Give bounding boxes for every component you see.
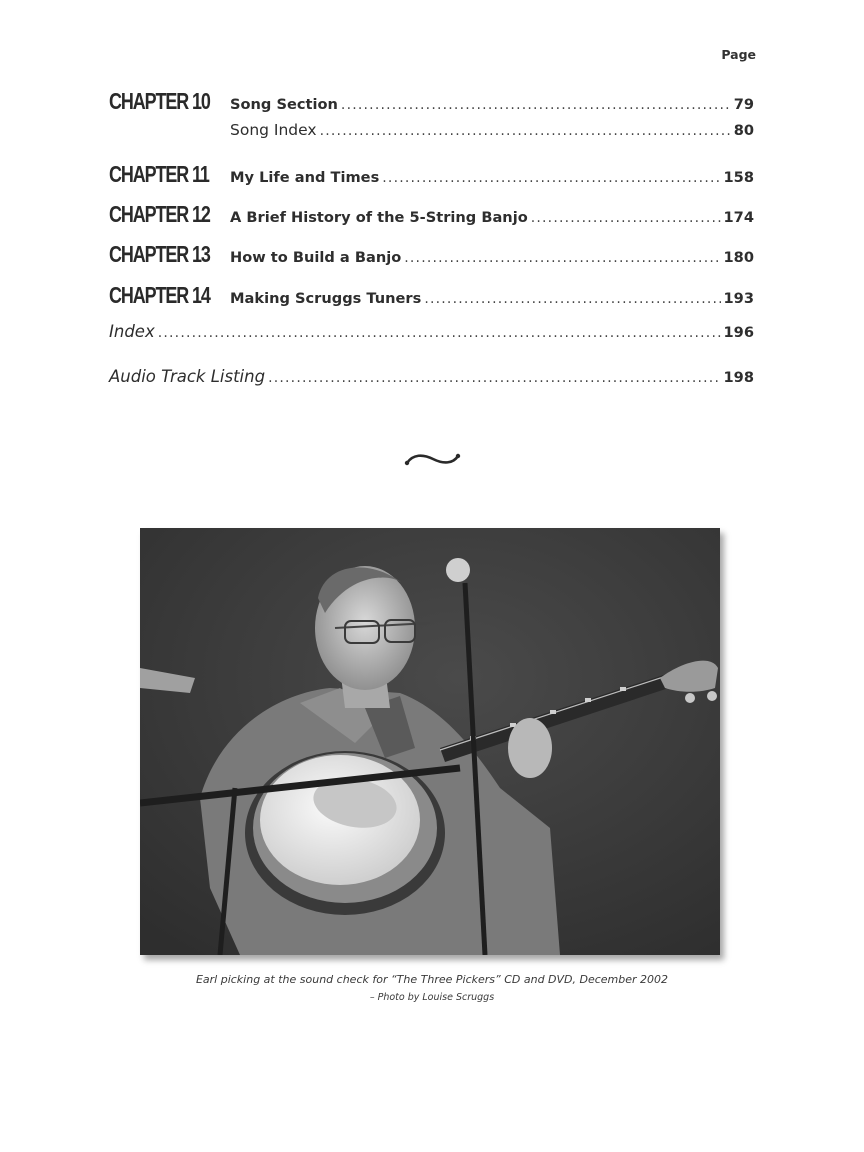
dot-leader <box>268 370 720 386</box>
entry-title: Audio Track Listing <box>109 367 266 386</box>
chapter-label: CHAPTER 14 <box>109 282 210 308</box>
page-number: 158 <box>723 169 754 186</box>
page-number: 174 <box>723 209 754 226</box>
photo-credit: – Photo by Louise Scruggs <box>369 992 495 1003</box>
entry-title: Making Scruggs Tuners <box>230 290 422 307</box>
page-number: 198 <box>723 369 754 386</box>
page-number: 79 <box>733 96 754 113</box>
page-number: 180 <box>723 249 754 266</box>
page-column-label: Page <box>721 47 756 62</box>
page-number: 80 <box>733 122 754 139</box>
photo-image <box>140 528 720 955</box>
entry-title: How to Build a Banjo <box>230 249 402 266</box>
toc-entry[interactable] <box>109 88 754 118</box>
entry-title: Index <box>109 322 155 341</box>
toc-entry[interactable] <box>109 201 754 231</box>
entry-title: A Brief History of the 5-String Banjo <box>230 209 528 226</box>
photo-earl-banjo <box>140 528 720 955</box>
toc-entry[interactable] <box>109 121 754 151</box>
chapter-label: CHAPTER 11 <box>109 161 209 187</box>
dot-leader <box>320 123 731 139</box>
entry-title: My Life and Times <box>230 169 380 186</box>
dot-leader <box>424 291 720 307</box>
photo-caption: Earl picking at the sound check for “The Three Pickers” CD and DVD, December 2002 <box>195 973 669 986</box>
chapter-label: CHAPTER 13 <box>109 241 210 267</box>
dot-leader <box>404 250 720 266</box>
dot-leader <box>341 97 731 113</box>
page-number: 193 <box>723 290 754 307</box>
toc-entry[interactable] <box>109 161 754 191</box>
dot-leader <box>531 210 721 226</box>
toc-entry[interactable] <box>109 367 754 397</box>
page-number: 196 <box>723 324 754 341</box>
tilde-flourish-icon <box>403 448 463 470</box>
entry-title: Song Index <box>230 121 317 139</box>
chapter-label: CHAPTER 12 <box>109 201 210 227</box>
toc-entry[interactable] <box>109 322 754 352</box>
toc-entry[interactable] <box>109 282 754 312</box>
chapter-label: CHAPTER 10 <box>109 88 210 114</box>
dot-leader <box>158 325 721 341</box>
entry-title: Song Section <box>230 96 338 113</box>
dot-leader <box>382 170 720 186</box>
toc-entry[interactable] <box>109 241 754 271</box>
